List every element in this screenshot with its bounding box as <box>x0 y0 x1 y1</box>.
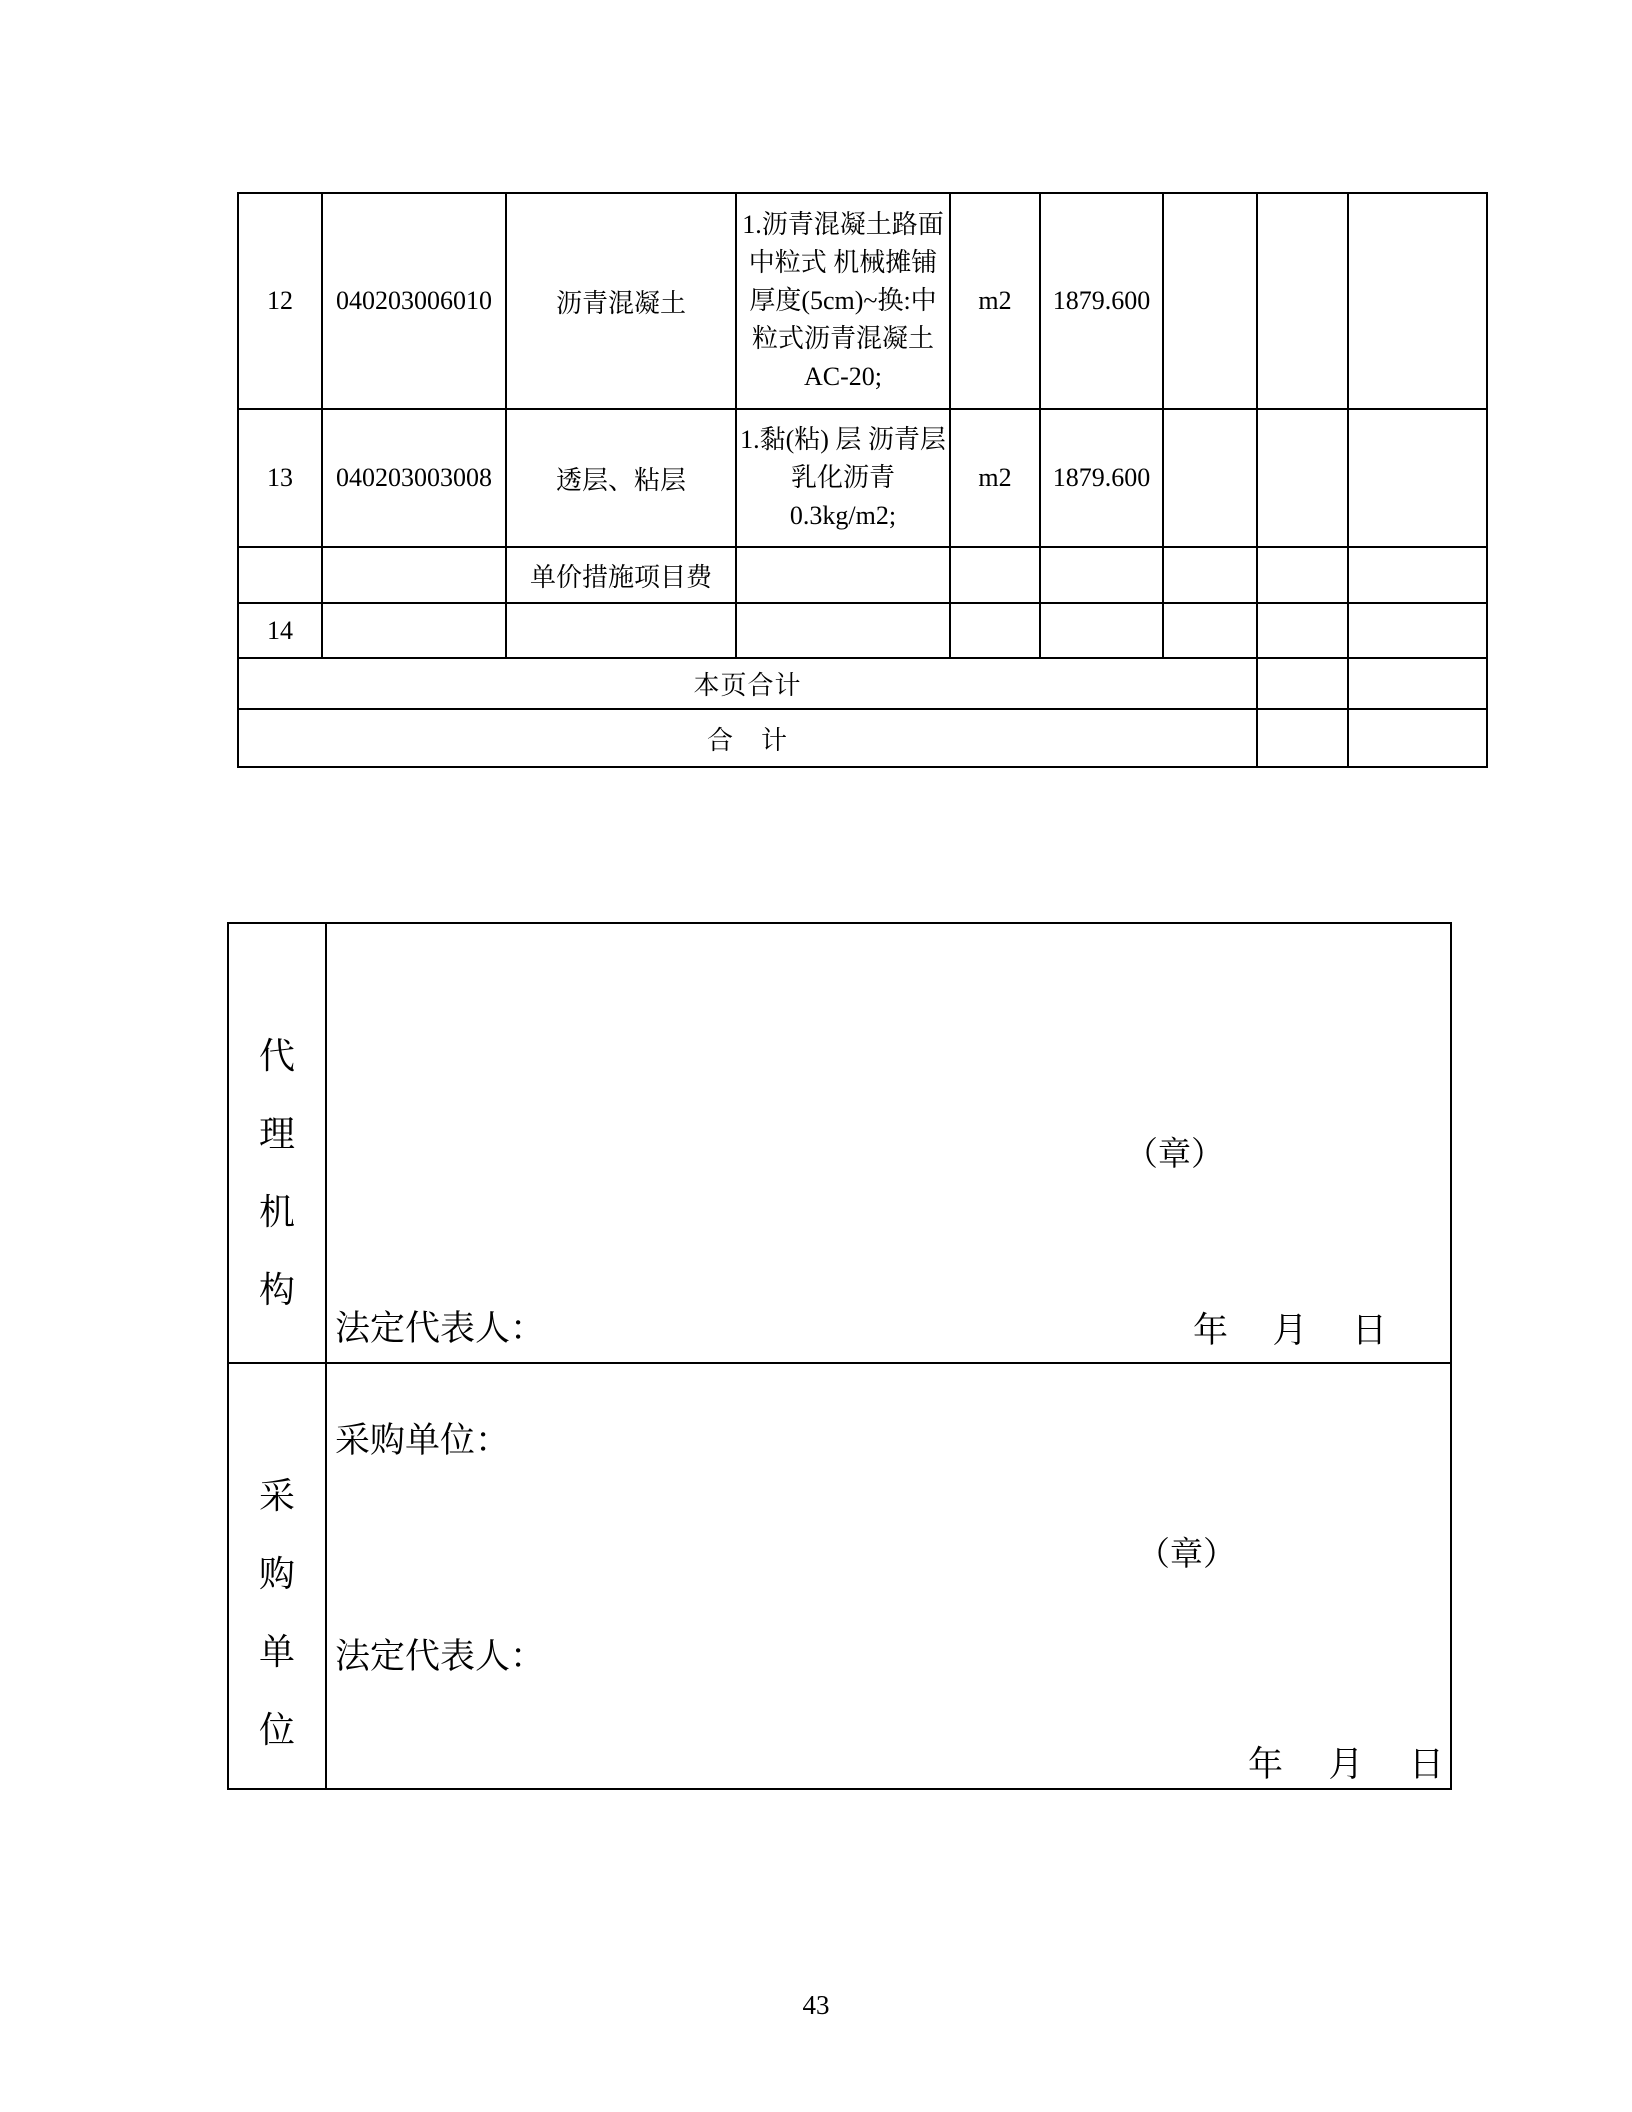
empty-cell <box>1163 193 1257 409</box>
item-name-cell: 单价措施项目费 <box>506 547 736 603</box>
item-no-cell: 14 <box>238 603 322 658</box>
empty-cell <box>1348 193 1487 409</box>
item-name-cell: 透层、粘层 <box>506 409 736 547</box>
grand-total-label: 合 计 <box>238 709 1257 767</box>
table-row <box>238 603 1487 658</box>
empty-cell <box>1348 709 1487 767</box>
page-total-label: 本页合计 <box>238 658 1257 709</box>
item-unit-cell: m2 <box>950 193 1040 409</box>
empty-cell <box>1257 193 1348 409</box>
table-row <box>238 547 1487 603</box>
page-total-row <box>238 658 1487 709</box>
item-qty-cell <box>1040 603 1163 658</box>
item-no-cell <box>238 547 322 603</box>
item-feature-cell: 1.黏(粘) 层 沥青层 乳化沥青 0.3kg/m2; <box>736 409 950 547</box>
bill-items-table <box>237 192 1488 768</box>
item-code-cell: 040203003008 <box>322 409 506 547</box>
empty-cell <box>1348 603 1487 658</box>
empty-cell <box>1257 409 1348 547</box>
row-divider <box>229 1362 1450 1364</box>
empty-cell <box>1163 603 1257 658</box>
purchaser-name-label: 采购单位： <box>335 1421 511 1460</box>
day-label: 日 <box>1408 1745 1444 1784</box>
agency-label-char: 机 <box>258 1192 295 1232</box>
item-qty-cell: 1879.600 <box>1040 409 1163 547</box>
item-qty-cell: 1879.600 <box>1040 193 1163 409</box>
agency-label-char: 代 <box>258 1036 295 1076</box>
table-row <box>238 409 1487 547</box>
month-label: 月 <box>1328 1745 1364 1784</box>
empty-cell <box>1257 709 1348 767</box>
page-number: 43 <box>802 1990 830 2020</box>
empty-cell <box>1257 603 1348 658</box>
purchaser-seal-label: （章） <box>1137 1537 1236 1573</box>
agency-legal-rep-label: 法定代表人： <box>335 1309 546 1348</box>
item-name-cell <box>506 603 736 658</box>
agency-label-char: 理 <box>258 1114 295 1154</box>
grand-total-row <box>238 709 1487 767</box>
empty-cell <box>1163 409 1257 547</box>
month-label: 月 <box>1272 1311 1308 1350</box>
purchaser-label-char: 位 <box>258 1710 295 1750</box>
item-unit-cell: m2 <box>950 409 1040 547</box>
year-label: 年 <box>1193 1311 1229 1350</box>
agency-label-char: 构 <box>258 1270 295 1310</box>
agency-date-line <box>1193 1310 1387 1352</box>
item-code-cell <box>322 547 506 603</box>
empty-cell <box>1348 409 1487 547</box>
item-feature-cell <box>736 603 950 658</box>
purchaser-legal-rep-label: 法定代表人： <box>335 1637 546 1676</box>
item-feature-cell: 1.沥青混凝土路面 中粒式 机械摊铺 厚度(5cm)~换:中粒式沥青混凝土 AC-20; <box>736 193 950 409</box>
item-feature-cell <box>736 547 950 603</box>
empty-cell <box>1257 658 1348 709</box>
item-qty-cell <box>1040 547 1163 603</box>
item-no-cell: 13 <box>238 409 322 547</box>
day-label: 日 <box>1351 1311 1387 1350</box>
item-code-cell: 040203006010 <box>322 193 506 409</box>
agency-seal-label: （章） <box>1125 1137 1224 1173</box>
empty-cell <box>1257 547 1348 603</box>
table-row <box>238 193 1487 409</box>
purchaser-date-line <box>1248 1744 1444 1786</box>
empty-cell <box>1348 658 1487 709</box>
purchaser-label-char: 单 <box>258 1632 295 1672</box>
item-unit-cell <box>950 547 1040 603</box>
signature-table <box>227 922 1452 1790</box>
purchaser-label-column <box>229 1364 327 1788</box>
purchaser-label-char: 采 <box>258 1476 295 1516</box>
item-no-cell: 12 <box>238 193 322 409</box>
empty-cell <box>1348 547 1487 603</box>
empty-cell <box>1163 547 1257 603</box>
item-name-cell: 沥青混凝土 <box>506 193 736 409</box>
item-unit-cell <box>950 603 1040 658</box>
purchaser-label-char: 购 <box>258 1554 295 1594</box>
agency-label-column <box>229 924 327 1362</box>
item-code-cell <box>322 603 506 658</box>
year-label: 年 <box>1248 1745 1284 1784</box>
